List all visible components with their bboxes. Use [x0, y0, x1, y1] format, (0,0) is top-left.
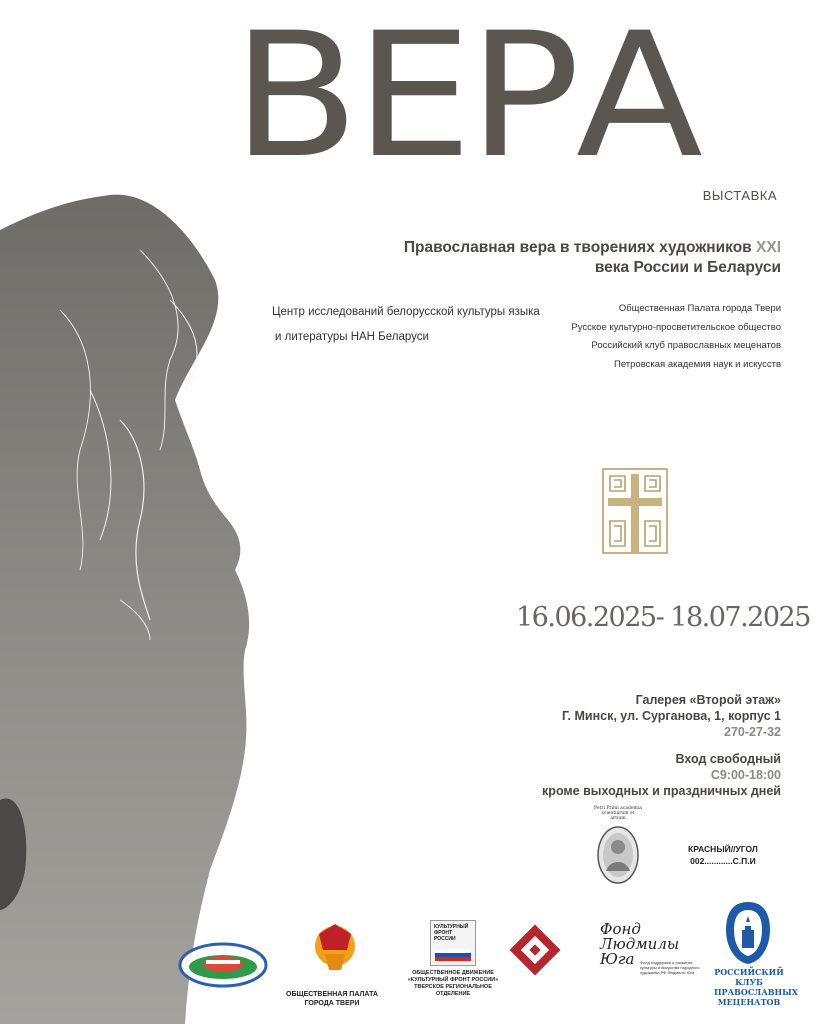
obshestvennoe-obedinenie-logo	[178, 942, 268, 988]
venue-phone: 270-27-32	[724, 725, 781, 739]
portrait-artwork	[0, 190, 260, 1024]
headline-text: Православная вера в творениях художников	[403, 239, 757, 256]
venue-info	[562, 692, 781, 740]
hours-note: кроме выходных и праздничных дней	[542, 784, 781, 798]
ornament-logo-icon	[503, 918, 567, 982]
exhibition-label: ВЫСТАВКА	[702, 188, 777, 203]
rkpm-3: МЕЦЕНАТОВ	[717, 997, 781, 1007]
organizer-item: Российский клуб православных меценатов	[591, 340, 781, 351]
tver-label-1: ОБЩЕСТВЕННАЯ ПАЛАТА	[286, 991, 378, 998]
venue-address: Г. Минск, ул. Сурганова, 1, корпус 1	[562, 709, 781, 723]
organizer-item: Петровская академия наук и искусств	[614, 358, 781, 370]
rkpm-label	[714, 967, 798, 1007]
organizer-left-line: Центр исследований белорусской культуры языка	[272, 306, 540, 318]
tver-palata-label	[282, 990, 382, 1008]
organizer-left-line: и литературы НАН Беларуси	[275, 331, 429, 343]
organizer-item: Русское культурно-просветительское общество	[571, 321, 781, 333]
kf-label-2: «КУЛЬТУРНЫЙ ФРОНТ РОССИИ»	[407, 977, 499, 983]
academia-caption: Petri Primi academia scientiarum et artium	[594, 806, 642, 821]
opening-hours	[542, 767, 781, 799]
poster-title: ВЕРА	[232, 0, 699, 196]
church-emblem-icon	[724, 900, 772, 966]
rkpm-2: ПРАВОСЛАВНЫХ	[714, 987, 798, 997]
exhibition-headline	[351, 238, 781, 278]
gallery-name: Галерея «Второй этаж»	[635, 693, 781, 707]
kf-label	[402, 970, 504, 998]
fond-caption: Фонд поддержки и развития культуры и искусства народного художника РФ Людмилы Юга	[640, 960, 700, 975]
cross-symbol-icon	[600, 466, 670, 556]
exhibition-dates: 16.06.2025- 18.07.2025	[516, 602, 810, 633]
hours-value: С9:00-18:00	[710, 768, 781, 782]
petrovskaya-academia-logo	[594, 806, 642, 898]
entry-info	[542, 751, 781, 799]
kf-label-1: ОБЩЕСТВЕННОЕ ДВИЖЕНИЕ	[412, 970, 494, 976]
kf-badge-text: КУЛЬТУРНЫЙ ФРОНТ РОССИИ	[434, 924, 469, 942]
red-ugol-code: 002............С.П.И	[690, 856, 756, 866]
headline-century: XXI	[756, 239, 781, 256]
headline-text-2: века России и Беларуси	[594, 259, 781, 277]
medallion-icon	[594, 821, 642, 893]
entry-free: Вход свободный	[675, 752, 781, 766]
kf-label-3: ТВЕРСКОЕ РЕГИОНАЛЬНОЕ ОТДЕЛЕНИЕ	[414, 984, 492, 997]
red-ugol-title: КРАСНЫЙ//УГОЛ	[688, 844, 758, 854]
tver-palata-emblem-icon	[307, 920, 363, 976]
organizer-item: Общественная Палата города Твери	[618, 303, 781, 314]
flag-icon	[435, 949, 471, 961]
rkpm-1: РОССИЙСКИЙ КЛУБ	[714, 967, 784, 987]
fond-script: Фонд Людмилы Юга	[600, 920, 680, 968]
organizers-right	[521, 300, 781, 374]
tver-label-2: ГОРОДА ТВЕРИ	[304, 1000, 360, 1007]
red-ugol-logo	[688, 843, 758, 867]
kulturny-front-logo	[430, 920, 476, 966]
